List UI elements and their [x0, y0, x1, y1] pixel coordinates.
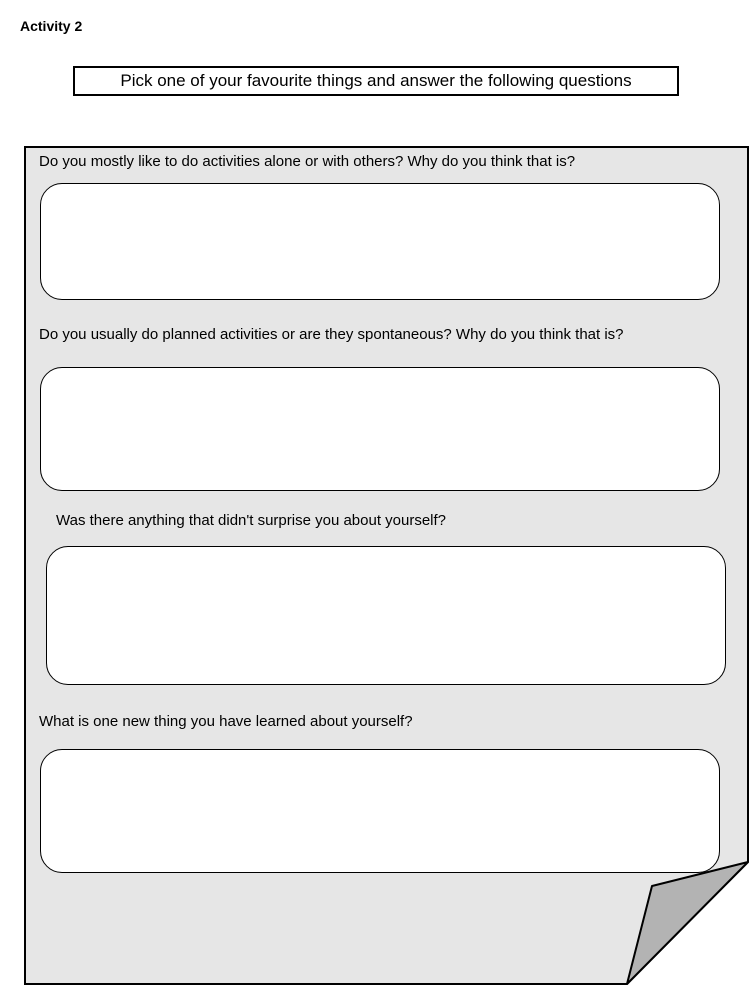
- answer-box-3[interactable]: [46, 546, 726, 685]
- answer-box-4[interactable]: [40, 749, 720, 873]
- answer-box-2[interactable]: [40, 367, 720, 491]
- question-4: What is one new thing you have learned about yourself?: [39, 713, 413, 730]
- question-1: Do you mostly like to do activities alone or with others? Why do you think that is?: [39, 153, 576, 170]
- activity-label: Activity 2: [20, 18, 83, 34]
- instruction-text: Pick one of your favourite things and answer the following questions: [120, 71, 632, 90]
- answer-box-1[interactable]: [40, 183, 720, 300]
- question-2: Do you usually do planned activities or are they spontaneous? Why do you think that is?: [39, 326, 624, 343]
- question-3: Was there anything that didn't surprise you about yourself?: [56, 512, 447, 529]
